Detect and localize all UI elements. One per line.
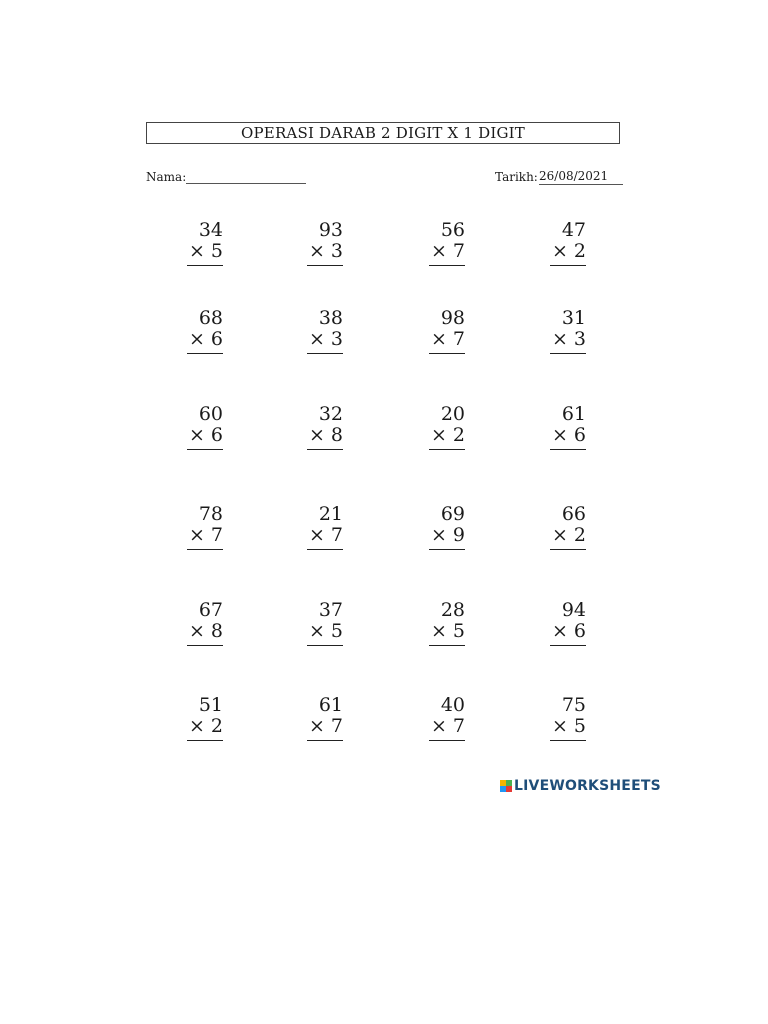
multiplier: 7 [330,524,343,546]
answer-rule [550,645,586,646]
times-sign: × [430,524,447,546]
answer-rule [187,645,223,646]
multiplier-row [415,621,465,642]
multiplier-row [536,329,586,350]
times-sign: × [188,715,205,737]
answer-rule [187,449,223,450]
times-sign: × [551,524,568,546]
answer-rule [307,449,343,450]
answer-rule [429,740,465,741]
multiplier: 3 [330,240,343,262]
multiplier-row [173,716,223,737]
multiplier-row [415,425,465,446]
multiplier-row [293,241,343,262]
multiplicand: 78 [198,503,223,525]
multiplier-row [293,525,343,546]
multiplier-row [173,425,223,446]
times-sign: × [551,328,568,350]
problem[interactable] [293,404,343,450]
multiplier-row [536,716,586,737]
multiplicand: 60 [198,403,223,425]
multiplicand: 32 [318,403,343,425]
answer-rule [429,549,465,550]
answer-rule [550,740,586,741]
times-sign: × [551,715,568,737]
times-sign: × [308,328,325,350]
multiplier: 5 [210,240,223,262]
multiplier: 2 [210,715,223,737]
multiplier: 7 [330,715,343,737]
multiplicand: 28 [440,599,465,621]
multiplier: 7 [452,328,465,350]
multiplier: 7 [452,240,465,262]
multiplicand: 67 [198,599,223,621]
times-sign: × [430,424,447,446]
problem[interactable] [173,404,223,450]
answer-rule [429,353,465,354]
multiplier: 6 [573,620,586,642]
multiplicand: 66 [561,503,586,525]
multiplier-row [173,525,223,546]
answer-rule [187,740,223,741]
problem[interactable] [293,504,343,550]
multiplier-row [293,716,343,737]
problem[interactable] [415,220,465,266]
multiplier-row [173,241,223,262]
times-sign: × [308,524,325,546]
problem[interactable] [415,695,465,741]
answer-rule [550,549,586,550]
problem[interactable] [415,308,465,354]
multiplicand: 40 [440,694,465,716]
problem[interactable] [536,504,586,550]
multiplier: 6 [210,424,223,446]
times-sign: × [551,240,568,262]
problem[interactable] [415,600,465,646]
times-sign: × [188,424,205,446]
problem[interactable] [536,600,586,646]
multiplier-row [415,525,465,546]
multiplier: 8 [210,620,223,642]
multiplicand: 38 [318,307,343,329]
multiplicand: 20 [440,403,465,425]
tarikh-value: 26/08/2021 [539,170,623,185]
multiplier-row [415,241,465,262]
multiplicand: 31 [561,307,586,329]
multiplicand: 47 [561,219,586,241]
times-sign: × [430,715,447,737]
answer-rule [307,265,343,266]
answer-rule [307,645,343,646]
answer-rule [550,353,586,354]
answer-rule [429,265,465,266]
multiplicand: 56 [440,219,465,241]
problem[interactable] [173,308,223,354]
answer-rule [550,449,586,450]
multiplier-row [536,241,586,262]
liveworksheets-logo-icon [500,780,512,792]
multiplicand: 37 [318,599,343,621]
multiplier-row [173,621,223,642]
multiplicand: 68 [198,307,223,329]
answer-rule [307,740,343,741]
multiplier-row [415,716,465,737]
answer-rule [307,549,343,550]
multiplier: 2 [573,240,586,262]
multiplier: 9 [452,524,465,546]
multiplier: 2 [573,524,586,546]
multiplier-row [293,329,343,350]
problem[interactable] [415,504,465,550]
times-sign: × [430,240,447,262]
answer-rule [429,645,465,646]
problem[interactable] [536,695,586,741]
problem[interactable] [293,695,343,741]
multiplier-row [293,425,343,446]
worksheet-title: OPERASI DARAB 2 DIGIT X 1 DIGIT [146,122,620,144]
multiplier: 5 [330,620,343,642]
multiplier: 3 [330,328,343,350]
times-sign: × [308,424,325,446]
multiplier-row [536,621,586,642]
answer-rule [187,265,223,266]
answer-rule [187,353,223,354]
multiplier: 7 [452,715,465,737]
multiplicand: 93 [318,219,343,241]
multiplier-row [536,425,586,446]
multiplier: 8 [330,424,343,446]
times-sign: × [308,240,325,262]
times-sign: × [551,424,568,446]
multiplier-row [173,329,223,350]
multiplier: 2 [452,424,465,446]
multiplicand: 51 [198,694,223,716]
multiplier: 5 [573,715,586,737]
problem[interactable] [293,308,343,354]
tarikh-label: Tarikh: [495,170,538,184]
multiplicand: 21 [318,503,343,525]
times-sign: × [188,524,205,546]
multiplicand: 75 [561,694,586,716]
answer-rule [187,549,223,550]
liveworksheets-logo-text: LIVEWORKSHEETS [514,778,661,794]
answer-rule [307,353,343,354]
multiplier: 6 [573,424,586,446]
multiplicand: 61 [318,694,343,716]
problem[interactable] [293,220,343,266]
multiplier-row [293,621,343,642]
nama-label: Nama: [146,170,187,184]
multiplier-row [415,329,465,350]
times-sign: × [308,715,325,737]
problem[interactable] [536,308,586,354]
times-sign: × [430,620,447,642]
problem[interactable] [173,695,223,741]
times-sign: × [430,328,447,350]
multiplicand: 34 [198,219,223,241]
problem[interactable] [293,600,343,646]
problem[interactable] [415,404,465,450]
times-sign: × [188,328,205,350]
multiplier: 3 [573,328,586,350]
logo-square-red [506,786,512,792]
problem[interactable] [536,220,586,266]
answer-rule [550,265,586,266]
multiplier: 5 [452,620,465,642]
multiplier-row [536,525,586,546]
multiplier: 7 [210,524,223,546]
answer-rule [429,449,465,450]
multiplicand: 94 [561,599,586,621]
nama-input-line[interactable] [186,183,306,184]
times-sign: × [308,620,325,642]
times-sign: × [551,620,568,642]
multiplicand: 69 [440,503,465,525]
problem[interactable] [173,220,223,266]
problem[interactable] [536,404,586,450]
problem[interactable] [173,600,223,646]
liveworksheets-logo [500,778,661,794]
times-sign: × [188,620,205,642]
problem[interactable] [173,504,223,550]
times-sign: × [188,240,205,262]
multiplicand: 98 [440,307,465,329]
multiplier: 6 [210,328,223,350]
multiplicand: 61 [561,403,586,425]
